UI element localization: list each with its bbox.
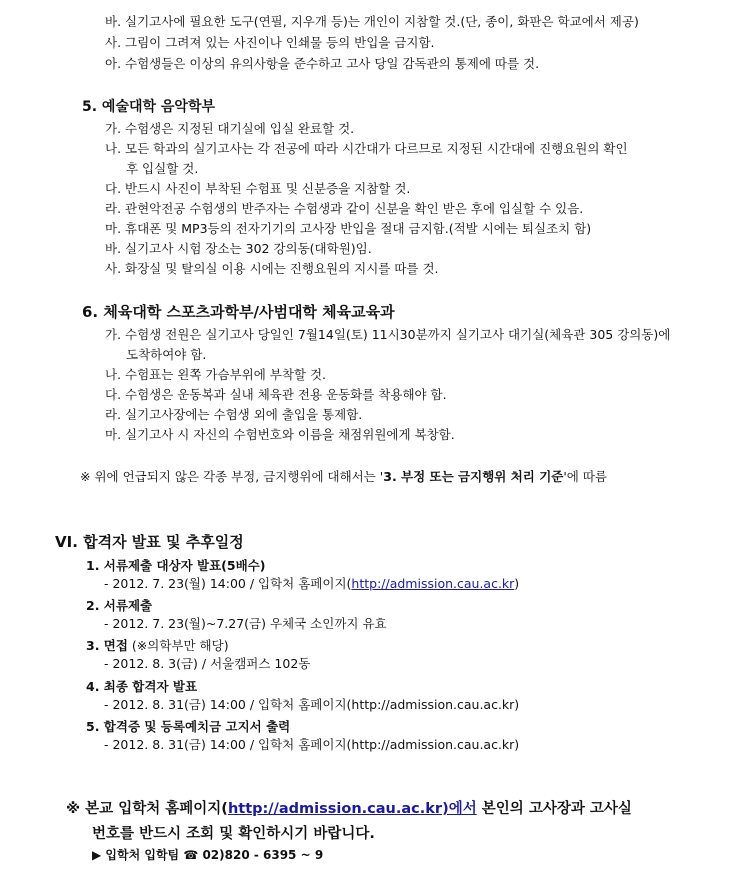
footer-line-1: ※ 본교 입학처 홈페이지(http://admission.cau.ac.kr)에서 본인의 고사장과 고사실 xyxy=(66,801,632,817)
footer-admission-link[interactable]: http://admission.cau.ac.kr xyxy=(227,801,443,817)
section-6-title: 6. 체육대학 스포츠과학부/사범대학 체육교육과 xyxy=(82,303,395,321)
footer-line-2: 번호를 반드시 조회 및 확인하시기 바랍니다. xyxy=(92,826,375,842)
s5-item-ra: 라. 관현악전공 수험생의 반주자는 수험생과 같이 신분을 확인 받은 후에 입실할 수 있음. xyxy=(105,201,584,216)
step-1-detail: - 2012. 7. 23(월) 14:00 / 입학처 홈페이지(http://admission.cau.ac.kr) xyxy=(104,576,520,591)
s6-item-na: 나. 수험표는 왼쪽 가슴부위에 부착할 것. xyxy=(105,367,327,382)
s6-item-da: 다. 수험생은 운동복과 실내 체육관 전용 운동화를 착용해야 함. xyxy=(105,387,447,402)
s6-item-ga-cont: 도착하여야 함. xyxy=(126,347,207,362)
s5-item-ba: 바. 실기고사 시험 장소는 302 강의동(대학원)임. xyxy=(105,241,372,256)
s5-item-ma: 마. 휴대폰 및 MP3등의 전자기기의 고사장 반입을 절대 금지함.(적발 시에는 퇴실조치 함) xyxy=(105,221,592,236)
step-2-detail: - 2012. 7. 23(월)~7.27(금) 우체국 소인까지 유효 xyxy=(104,616,387,631)
prev-item-ba: 바. 실기고사에 필요한 도구(연필, 지우개 등)는 개인이 지참할 것.(단, 종이, 화판은 학교에서 제공) xyxy=(105,14,639,29)
s5-item-na-cont: 후 입실할 것. xyxy=(126,161,199,176)
step-1-label: 1. 서류제출 대상자 발표(5배수) xyxy=(86,558,266,573)
general-notice: ※ 위에 언급되지 않은 각종 부정, 금지행위에 대해서는 '3. 부정 또는 금지행위 처리 기준'에 따름 xyxy=(80,469,607,484)
s6-item-ra: 라. 실기고사장에는 수험생 외에 출입을 통제함. xyxy=(105,407,363,422)
step-4-detail: - 2012. 8. 31(금) 14:00 / 입학처 홈페이지(http://admission.cau.ac.kr) xyxy=(104,697,520,712)
step-2-label: 2. 서류제출 xyxy=(86,598,153,613)
admission-link[interactable]: http://admission.cau.ac.kr xyxy=(351,576,515,591)
section-5-title: 5. 예술대학 음악학부 xyxy=(82,99,215,115)
s5-item-da: 다. 반드시 사진이 부착된 수험표 및 신분증을 지참할 것. xyxy=(105,181,411,196)
s5-item-ga: 가. 수험생은 지정된 대기실에 입실 완료할 것. xyxy=(105,121,355,136)
prev-item-sa: 사. 그림이 그려져 있는 사진이나 인쇄물 등의 반입을 금지함. xyxy=(105,35,435,50)
prev-item-a: 아. 수험생들은 이상의 유의사항을 준수하고 고사 당일 감독관의 통제에 따를 것. xyxy=(105,56,540,71)
section-vi-title: VI. 합격자 발표 및 추후일정 xyxy=(55,533,244,551)
step-3-label: 3. 면접 (※의학부만 해당) xyxy=(86,638,229,653)
s6-item-ma: 마. 실기고사 시 자신의 수험번호와 이름을 채점위원에게 복창함. xyxy=(105,427,455,442)
contact-line: ▶ 입학처 입학팀 ☎ 02)820 - 6395 ~ 9 xyxy=(92,848,324,862)
step-5-detail: - 2012. 8. 31(금) 14:00 / 입학처 홈페이지(http://admission.cau.ac.kr) xyxy=(104,737,520,752)
s5-item-sa: 사. 화장실 및 탈의실 이용 시에는 진행요원의 지시를 따를 것. xyxy=(105,261,439,276)
step-3-detail: - 2012. 8. 3(금) / 서울캠퍼스 102동 xyxy=(104,656,311,671)
step-4-label: 4. 최종 합격자 발표 xyxy=(86,679,198,694)
s6-item-ga: 가. 수험생 전원은 실기고사 당일인 7월14일(토) 11시30분까지 실기고사 대기실(체육관 305 강의동)에 xyxy=(105,327,671,342)
step-5-label: 5. 합격증 및 등록예치금 고지서 출력 xyxy=(86,719,291,734)
s5-item-na: 나. 모든 학과의 실기고사는 각 전공에 따라 시간대가 다르므로 지정된 시간대에 진행요원의 확인 xyxy=(105,141,628,156)
